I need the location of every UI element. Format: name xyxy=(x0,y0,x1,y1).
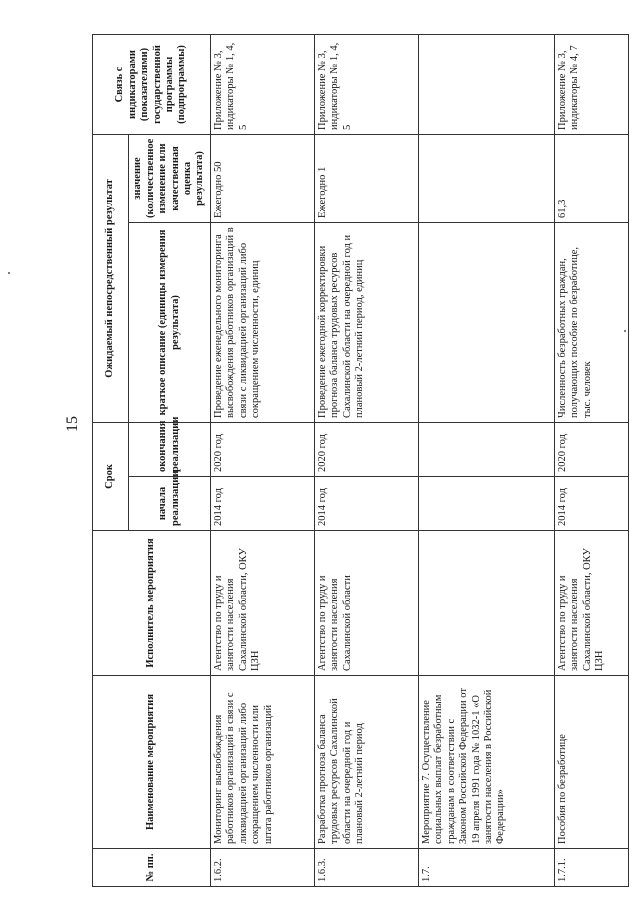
header-term-end: окончания реализации xyxy=(129,422,211,476)
cell-link: Приложение № 3, индикаторы № 1, 4, 5 xyxy=(315,34,419,134)
events-table xyxy=(92,34,629,887)
table-row xyxy=(315,34,419,886)
cell-num: 1.6.2. xyxy=(211,849,315,887)
cell-executor: Агентство по труду и занятости населения Сахалинской области, ОКУ ЦЗН xyxy=(211,531,315,676)
header-result-desc: краткое описание (единицы измерения результата) xyxy=(129,222,211,422)
cell-end xyxy=(419,422,555,476)
header-executor: Исполнитель мероприятия xyxy=(93,531,211,676)
cell-begin: 2014 год xyxy=(315,477,419,531)
table-row xyxy=(211,34,315,886)
cell-begin: 2014 год xyxy=(555,477,629,531)
header-result: Ожидаемый непосредственный результат xyxy=(93,134,129,422)
cell-name: Разработка прогноза баланса трудовых ресурсов Сахалинской области на очередной год и плановый 2-летний период xyxy=(315,676,419,849)
cell-link: Приложение № 3, индикаторы № 4, 7 xyxy=(555,34,629,134)
cell-executor: Агентство по труду и занятости населения Сахалинской области, ОКУ ЦЗН xyxy=(555,531,629,676)
cell-desc: Численность безработных граждан, получающих пособие по безработице, тыс. человек xyxy=(555,222,629,422)
cell-value xyxy=(419,134,555,222)
table-row xyxy=(555,34,629,886)
cell-executor: Агентство по труду и занятости населения Сахалинской области xyxy=(315,531,419,676)
page-number: 15 xyxy=(64,416,81,432)
cell-value: Ежегодно 1 xyxy=(315,134,419,222)
header-name: Наименование мероприятия xyxy=(93,676,211,849)
cell-num: 1.7. xyxy=(419,849,555,887)
scan-speck xyxy=(8,272,10,274)
header-term: Срок xyxy=(93,422,129,530)
cell-desc: Проведение ежегодной корректировки прогноза баланса трудовых ресурсов Сахалинской области на очередной год и плановый 2-летний период, единиц xyxy=(315,222,419,422)
cell-link xyxy=(419,34,555,134)
cell-end: 2020 год xyxy=(555,422,629,476)
header-term-begin: начала реализации xyxy=(129,477,211,531)
rotated-table-wrapper xyxy=(92,35,628,887)
cell-name: Мероприятие 7. Осуществление социальных выплат безработным гражданам в соответствии с Законом Российской Федерации от 19 апреля 1991 года № 1032-1 «О занятости населения в Российской Федерации» xyxy=(419,676,555,849)
cell-name: Пособия по безработице xyxy=(555,676,629,849)
cell-begin: 2014 год xyxy=(211,477,315,531)
cell-value: Ежегодно 50 xyxy=(211,134,315,222)
cell-value: 61,3 xyxy=(555,134,629,222)
cell-begin xyxy=(419,477,555,531)
header-result-value: значение (количественное изменение или качественная оценка результата) xyxy=(129,134,211,222)
header-link: Связь с индикаторами (показателями) государственной программы (подпрограммы) xyxy=(93,34,211,134)
cell-desc: Проведение еженедельного мониторинга высвобождения работников организаций в связи с ликвидацией организаций либо сокращением численности, единиц xyxy=(211,222,315,422)
cell-num: 1.6.3. xyxy=(315,849,419,887)
table-row xyxy=(419,34,555,886)
cell-end: 2020 год xyxy=(315,422,419,476)
cell-end: 2020 год xyxy=(211,422,315,476)
cell-desc xyxy=(419,222,555,422)
cell-num: 1.7.1. xyxy=(555,849,629,887)
cell-link: Приложение № 3, индикаторы № 1, 4, 5 xyxy=(211,34,315,134)
header-num: № пп. xyxy=(93,849,211,887)
cell-name: Мониторинг высвобождения работников организаций в связи с ликвидацией организаций либо сокращением численности или штата работников организаций xyxy=(211,676,315,849)
cell-executor xyxy=(419,531,555,676)
header-row-top xyxy=(93,34,129,886)
